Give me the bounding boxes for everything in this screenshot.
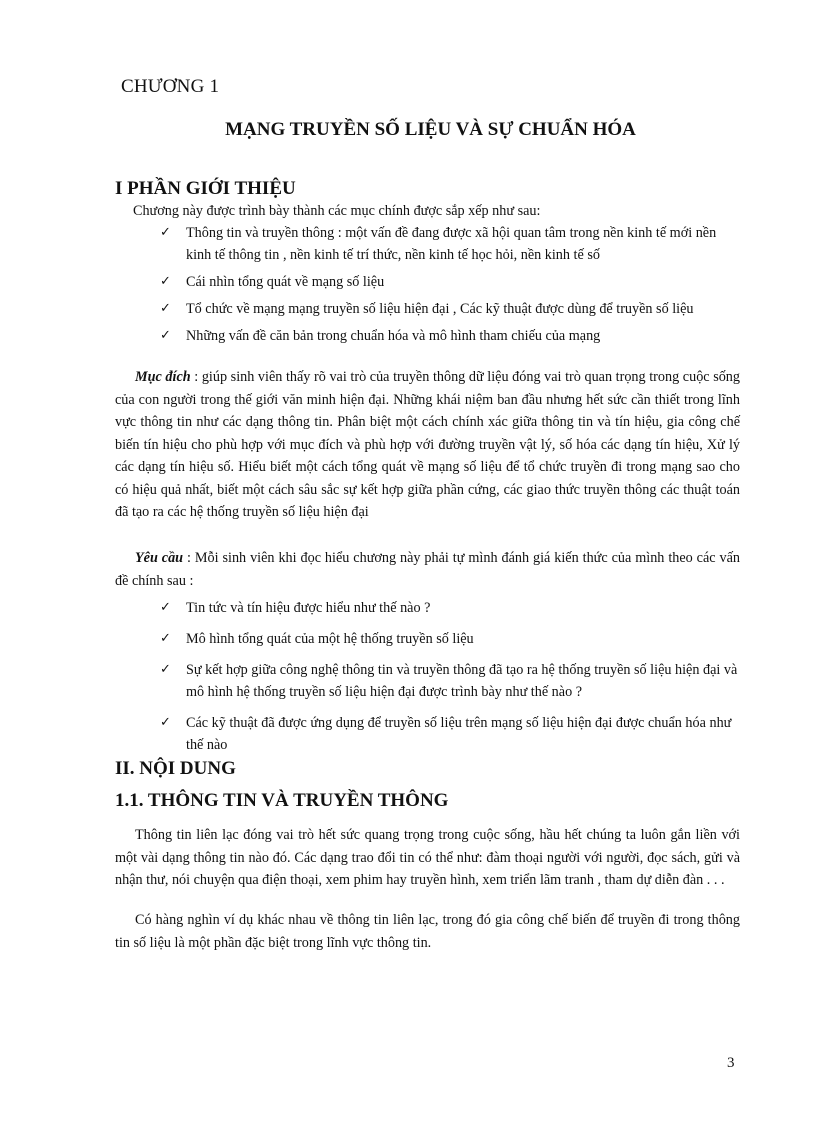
list-item-text: Thông tin và truyền thông : một vấn đề đang được xã hội quan tâm trong nền kinh tế mới nền kinh tế thông tin , nền kinh tế trí thức, nền kinh tế học hỏi, nền kinh tế số (186, 225, 717, 263)
requirement-paragraph (115, 547, 740, 592)
body-paragraph: Thông tin liên lạc đóng vai trò hết sức quang trọng trong cuộc sống, hầu hết chúng ta luôn gắn liền với một vài dạng thông tin nào đó. Các dạng trao đổi tin có thể như: đàm thoại người với người, đọc sách, gửi và nhận thư, nói chuyện qua điện thoại, xem phim hay truyền hình, xem triển lãm tranh , tham dự diễn đàn . . . (115, 827, 740, 888)
list-item-text: Tổ chức về mạng mạng truyền số liệu hiện đại , Các kỹ thuật được dùng để truyền số liệu (186, 301, 694, 317)
checkmark-icon: ✓ (160, 328, 171, 343)
purpose-paragraph (115, 366, 740, 524)
list-item-text: Tin tức và tín hiệu được hiểu như thế nào ? (186, 600, 431, 616)
chapter-label: CHƯƠNG 1 (121, 76, 220, 97)
purpose-text: : giúp sinh viên thấy rõ vai trò của truyền thông dữ liệu đóng vai trò quan trọng trong cuộc sống của con người trong thế giới văn minh hiện đại. Những khái niệm ban đầu nhưng hết sức cần thiết trong lĩnh vực thông tin như các dạng thông tin. Phân biệt một cách chính xác giữa thông tin và tín hiệu, gia công chế biến tín hiệu cho phù hợp với mục đích và phù hợp với đường truyền vật lý, số hóa các dạng tín hiệu, Xử lý các dạng tín hiệu số. Hiểu biết một cách tổng quát về mạng số liệu để tổ chức truyền đi trong mạng sao cho có hiệu quả nhất, biết một cách sâu sắc sự kết hợp giữa phần cứng, các giao thức truyền thông các thuật toán đã tạo ra các hệ thống truyền số liệu hiện đại (115, 369, 740, 520)
requirement-text: : Mỗi sinh viên khi đọc hiểu chương này phải tự mình đánh giá kiến thức của mình theo các vấn đề chính sau : (115, 550, 740, 589)
requirement-list (160, 597, 740, 756)
list-item (160, 712, 740, 756)
list-item-text: Sự kết hợp giữa công nghệ thông tin và truyền thông đã tạo ra hệ thống truyền số liệu hiện đại và mô hình hệ thống truyền số liệu hiện đại được trình bày như thế nào ? (186, 662, 738, 700)
checkmark-icon: ✓ (160, 274, 171, 289)
requirement-label: Yêu cầu (135, 550, 184, 566)
list-item (160, 271, 740, 293)
intro-text: Chương này được trình bày thành các mục chính được sắp xếp như sau: (133, 203, 541, 219)
checkmark-icon: ✓ (160, 600, 171, 615)
checkmark-icon: ✓ (160, 662, 171, 677)
page-number: 3 (727, 1055, 735, 1071)
chapter-title: MẠNG TRUYỀN SỐ LIỆU VÀ SỰ CHUẨN HÓA (225, 119, 636, 140)
checkmark-icon: ✓ (160, 715, 171, 730)
list-item (160, 597, 740, 619)
list-item (160, 325, 740, 347)
list-item-text: Những vấn đề căn bản trong chuẩn hóa và mô hình tham chiếu của mạng (186, 328, 601, 344)
checkmark-icon: ✓ (160, 301, 171, 316)
subsection-heading: 1.1. THÔNG TIN VÀ TRUYỀN THÔNG (115, 790, 449, 811)
list-item-text: Các kỹ thuật đã được ứng dụng để truyền số liệu trên mạng số liệu hiện đại được chuẩn hóa như thế nào (186, 715, 732, 753)
list-item (160, 298, 740, 320)
list-item (160, 222, 740, 266)
section-heading-intro: I PHẦN GIỚI THIỆU (115, 178, 296, 199)
purpose-label: Mục đích (135, 369, 191, 385)
list-item (160, 659, 740, 703)
topic-list (160, 222, 740, 347)
checkmark-icon: ✓ (160, 631, 171, 646)
body-paragraph: Có hàng nghìn ví dụ khác nhau về thông tin liên lạc, trong đó gia công chế biến để truyền đi trong thông tin số liệu là một phần đặc biệt trong lĩnh vực thông tin. (115, 912, 740, 951)
list-item-text: Cái nhìn tổng quát về mạng số liệu (186, 274, 385, 290)
checkmark-icon: ✓ (160, 225, 171, 240)
list-item (160, 628, 740, 650)
list-item-text: Mô hình tổng quát của một hệ thống truyền số liệu (186, 631, 474, 647)
section-heading-content: II. NỘI DUNG (115, 758, 236, 779)
